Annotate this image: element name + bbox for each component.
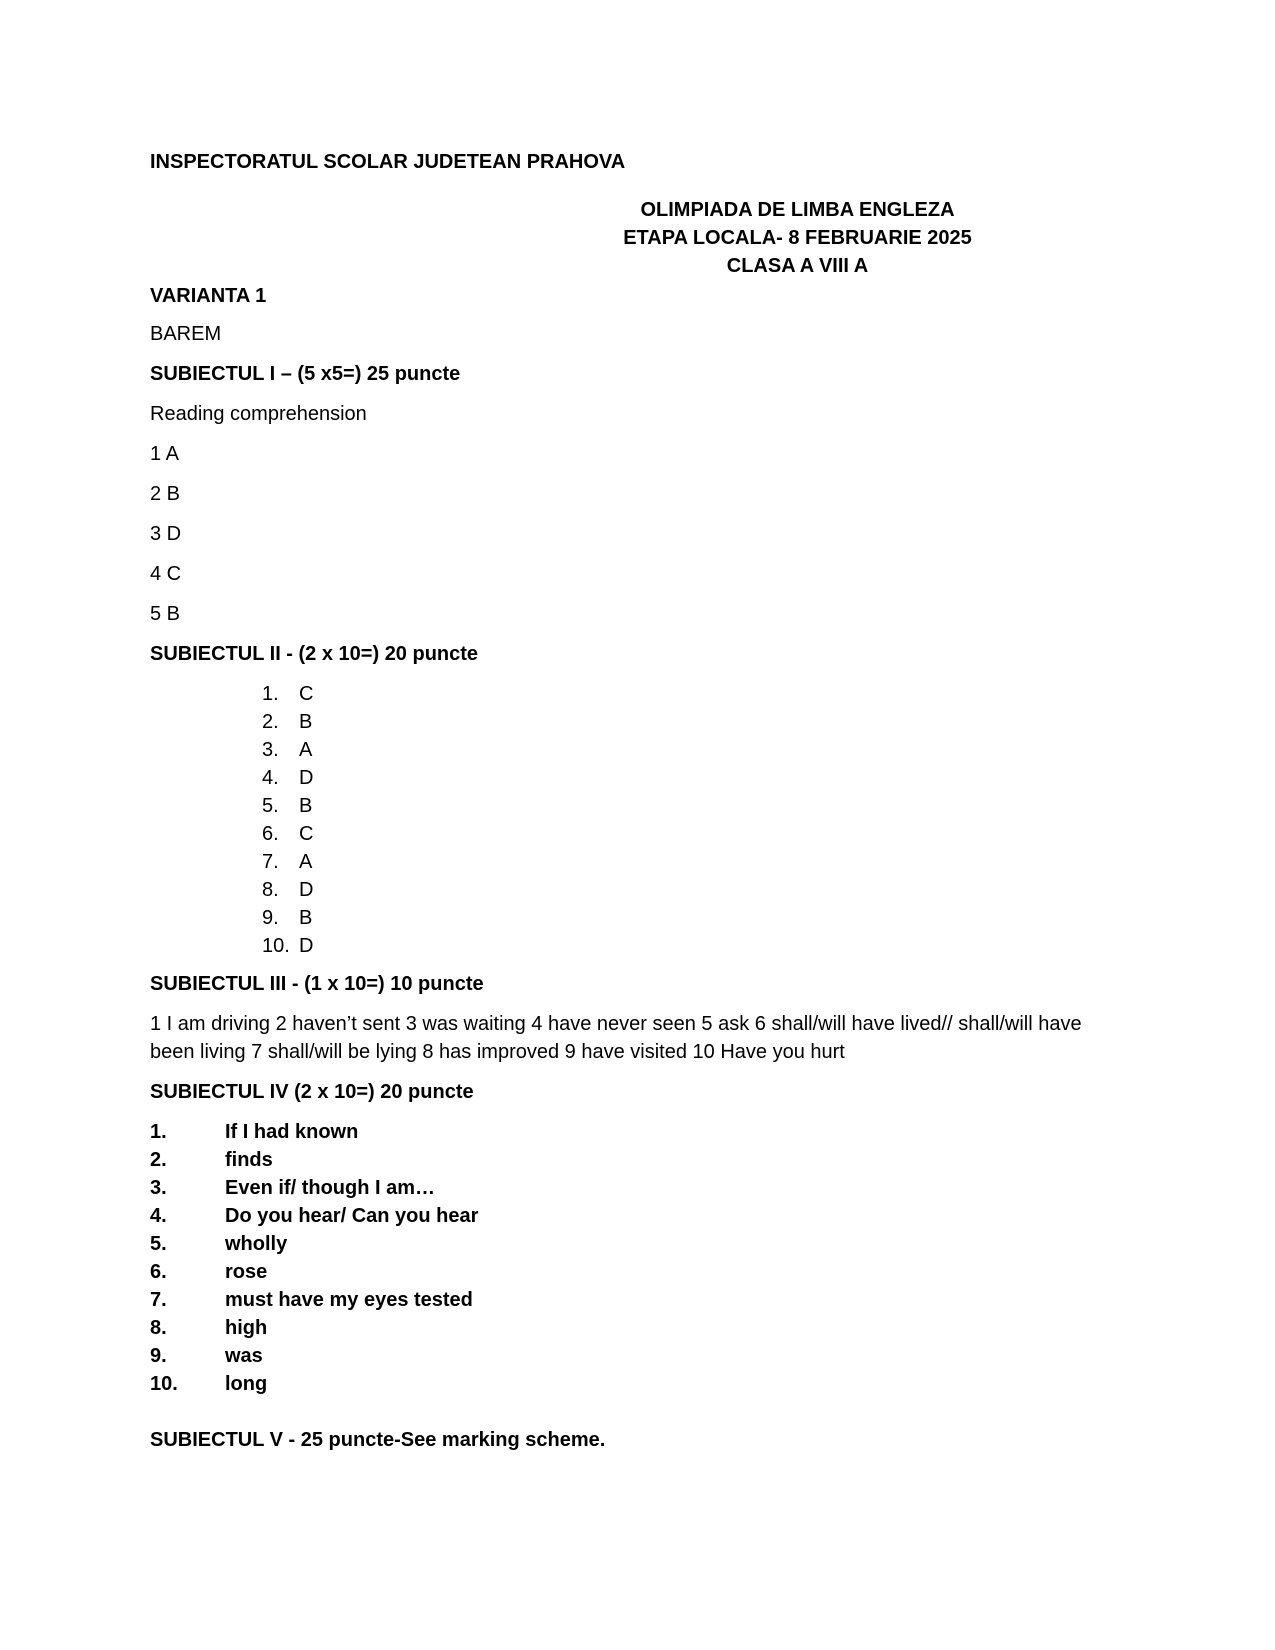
item-number: 1. xyxy=(150,1121,167,1143)
list-item xyxy=(262,680,1125,708)
item-answer: finds xyxy=(225,1149,273,1171)
list-item xyxy=(262,876,1125,904)
item-answer: A xyxy=(299,851,313,873)
item-number: 4. xyxy=(262,767,279,789)
list-item xyxy=(262,736,1125,764)
olympiad-title: OLIMPIADA DE LIMBA ENGLEZA xyxy=(640,199,955,221)
item-answer: long xyxy=(225,1373,268,1395)
item-answer: B xyxy=(299,907,313,929)
list-item xyxy=(150,1258,1125,1286)
subject-3-title: SUBIECTUL III - (1 x 10=) 10 puncte xyxy=(150,973,484,995)
item-number: 7. xyxy=(262,851,279,873)
item-number: 9. xyxy=(262,907,279,929)
subject-4-title: SUBIECTUL IV (2 x 10=) 20 puncte xyxy=(150,1081,474,1103)
list-item xyxy=(150,1314,1125,1342)
subject-1-answer: 4 C xyxy=(150,563,182,585)
item-number: 1. xyxy=(262,683,279,705)
item-number: 2. xyxy=(150,1149,167,1171)
item-number: 6. xyxy=(262,823,279,845)
list-item xyxy=(150,1202,1125,1230)
list-item xyxy=(150,1370,1125,1398)
item-number: 2. xyxy=(262,711,279,733)
class-label: CLASA A VIII A xyxy=(726,255,869,277)
list-item xyxy=(262,904,1125,932)
item-answer: D xyxy=(299,935,314,957)
list-item xyxy=(150,1286,1125,1314)
subject-1-subtitle: Reading comprehension xyxy=(150,403,367,425)
list-item xyxy=(262,932,1125,960)
list-item xyxy=(150,1342,1125,1370)
subject-1-answer: 2 B xyxy=(150,483,181,505)
list-item xyxy=(262,848,1125,876)
item-number: 6. xyxy=(150,1261,167,1283)
item-number: 3. xyxy=(262,739,279,761)
item-number: 10. xyxy=(262,935,290,957)
item-number: 3. xyxy=(150,1177,167,1199)
item-answer: rose xyxy=(225,1261,268,1283)
subject-5-title: SUBIECTUL V - 25 puncte-See marking scheme. xyxy=(150,1429,606,1451)
item-answer: D xyxy=(299,879,314,901)
item-answer: If I had known xyxy=(225,1121,359,1143)
subject-1-title: SUBIECTUL I – (5 x5=) 25 puncte xyxy=(150,363,461,385)
item-answer: Do you hear/ Can you hear xyxy=(225,1205,479,1227)
inspectorate-heading: INSPECTORATUL SCOLAR JUDETEAN PRAHOVA xyxy=(150,151,626,173)
list-item xyxy=(262,708,1125,736)
olympiad-title-block xyxy=(150,196,1125,280)
subject-2-answer-list xyxy=(150,680,1125,960)
item-number: 5. xyxy=(262,795,279,817)
item-answer: B xyxy=(299,795,313,817)
subject-1-answer: 3 D xyxy=(150,523,182,545)
item-answer: Even if/ though I am… xyxy=(225,1177,436,1199)
item-number: 5. xyxy=(150,1233,167,1255)
item-answer: B xyxy=(299,711,313,733)
item-answer: must have my eyes tested xyxy=(225,1289,473,1311)
subject-4-answer-list xyxy=(150,1118,1125,1398)
item-answer: C xyxy=(299,683,314,705)
item-answer: A xyxy=(299,739,313,761)
item-number: 7. xyxy=(150,1289,167,1311)
item-number: 4. xyxy=(150,1205,167,1227)
subject-3-answers: 1 I am driving 2 haven’t sent 3 was waiting 4 have never seen 5 ask 6 shall/will have lived// shall/will have been living 7 shall/will be lying 8 has improved 9 have visited 10 Have you hurt xyxy=(150,1013,1082,1063)
list-item xyxy=(150,1230,1125,1258)
barem-label: BAREM xyxy=(150,323,222,345)
list-item xyxy=(150,1118,1125,1146)
item-answer: was xyxy=(225,1345,263,1367)
item-answer: D xyxy=(299,767,314,789)
subject-1-answer: 1 A xyxy=(150,443,179,465)
list-item xyxy=(150,1146,1125,1174)
item-answer: C xyxy=(299,823,314,845)
subject-2-title: SUBIECTUL II - (2 x 10=) 20 puncte xyxy=(150,643,479,665)
variant-label: VARIANTA 1 xyxy=(150,285,267,307)
item-number: 9. xyxy=(150,1345,167,1367)
item-number: 8. xyxy=(150,1317,167,1339)
item-answer: high xyxy=(225,1317,268,1339)
item-answer: wholly xyxy=(225,1233,288,1255)
item-number: 10. xyxy=(150,1373,178,1395)
list-item xyxy=(262,820,1125,848)
list-item xyxy=(150,1174,1125,1202)
list-item xyxy=(262,792,1125,820)
list-item xyxy=(262,764,1125,792)
subject-1-answer: 5 B xyxy=(150,603,181,625)
item-number: 8. xyxy=(262,879,279,901)
stage-date: ETAPA LOCALA- 8 FEBRUARIE 2025 xyxy=(623,227,972,249)
